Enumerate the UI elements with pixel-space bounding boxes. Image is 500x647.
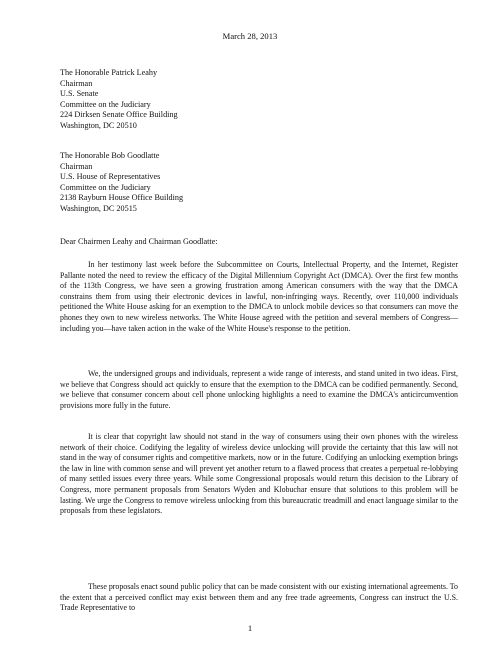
recipient-body: U.S. House of Representatives bbox=[60, 172, 161, 182]
recipient-address-leahy bbox=[60, 68, 178, 132]
recipient-committee: Committee on the Judiciary bbox=[60, 182, 151, 192]
recipient-body: U.S. Senate bbox=[60, 89, 99, 99]
recipient-name: The Honorable Bob Goodlatte bbox=[60, 151, 160, 160]
body-paragraph-3: It is clear that copyright law should not stand in the way of consumers using their own phones with the wireless network of their choice. Codifying the legality of wireless device unlocking will provide the certainty that this law will not stand in the way of consumer rights and competitive markets, now or in the future. Codifying an unlocking exemption brings the law in line with common sense and will prevent yet another return to a flawed process that creates a perpetual re-lobbying of many settled issues every three years. While some Congressional proposals would return this decision to the Library of Congress, more permanent proposals from Senators Wyden and Klobuchar ensure that solutions to this problem will be lasting. We urge the Congress to remove wireless unlocking from this bureaucratic treadmill and enact language similar to the proposals from these legislators. bbox=[60, 432, 458, 516]
recipient-building: 224 Dirksen Senate Office Building bbox=[60, 110, 178, 120]
body-paragraph-2: We, the undersigned groups and individuals, represent a wide range of interests, and stand united in two ideas. First, we believe that Congress should act quickly to ensure that the exemption to the DMCA can be codified permanently. Second, we believe that consumer concern about cell phone unlocking highlights a need to examine the DMCA's anticircumvention provisions more fully in the future. bbox=[60, 369, 458, 410]
body-paragraph-1: In her testimony last week before the Subcommittee on Courts, Intellectual Property, and the Internet, Register Pallante noted the need to review the efficacy of the Digital Millennium Copyright Act (DMCA). Over the first few months of the 113th Congress, we have seen a growing frustration among American consumers with the way that the DMCA constrains them from using their electronic devices in lawful, non-infringing ways. Recently, over 110,000 individuals petitioned the White House asking for an exemption to the DMCA to unlock mobile devices so that consumers can move the phones they own to new wireless networks. The White House agreed with the petition and several members of Congress—including you—have taken action in the wake of the White House's response to the petition. bbox=[60, 260, 458, 333]
recipient-committee: Committee on the Judiciary bbox=[60, 99, 151, 109]
body-paragraph-4: These proposals enact sound public policy that can be made consistent with our existing international agreements. To the extent that a perceived conflict may exist between them and any free trade agreements, Congress can instruct the U.S. Trade Representative to bbox=[60, 582, 458, 613]
recipient-address-goodlatte bbox=[60, 151, 183, 215]
recipient-title: Chairman bbox=[60, 78, 93, 88]
recipient-title: Chairman bbox=[60, 161, 93, 171]
recipient-name: The Honorable Patrick Leahy bbox=[60, 68, 158, 77]
recipient-building: 2138 Rayburn House Office Building bbox=[60, 193, 184, 203]
salutation: Dear Chairmen Leahy and Chairman Goodlatte: bbox=[60, 237, 218, 246]
recipient-city: Washington, DC 20515 bbox=[60, 203, 137, 213]
page-number: 1 bbox=[247, 623, 253, 633]
recipient-city: Washington, DC 20510 bbox=[60, 120, 137, 130]
letter-date: March 28, 2013 bbox=[222, 31, 278, 41]
